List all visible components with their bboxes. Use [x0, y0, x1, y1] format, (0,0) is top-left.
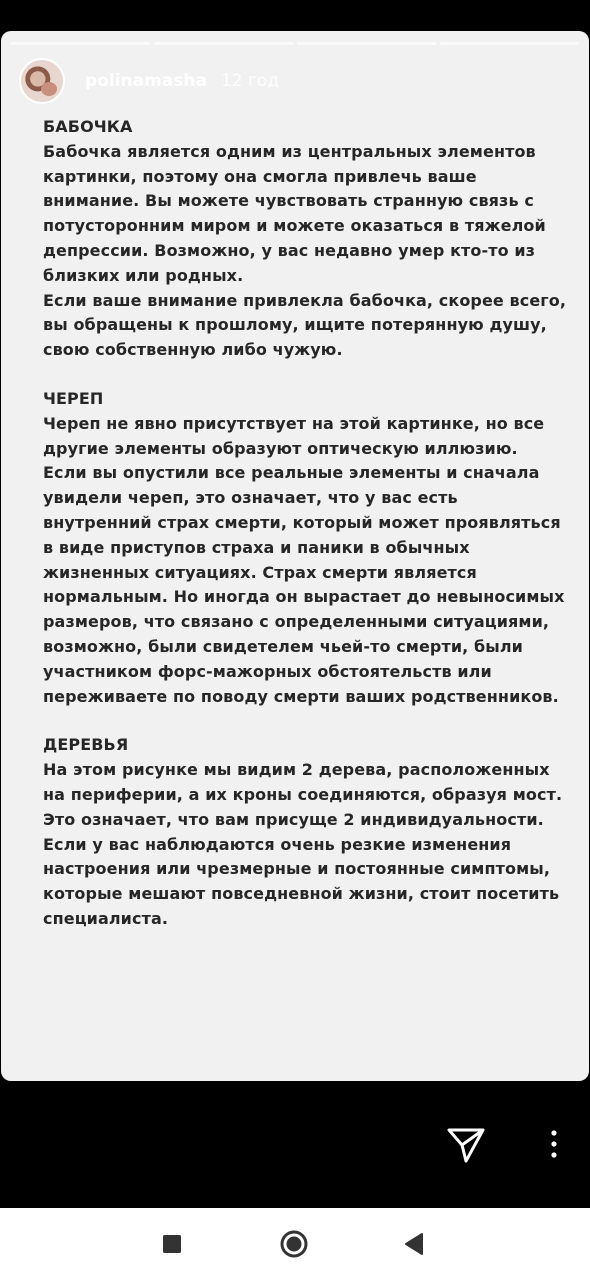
story-card[interactable]	[1, 31, 589, 1081]
section-title: ДЕРЕВЬЯ	[43, 735, 129, 755]
system-navigation-bar	[0, 1208, 590, 1280]
section-paragraph: Череп не явно присутствует на этой картинке, но все другие элементы образуют оптическую иллюзию.	[43, 413, 545, 458]
story-header	[19, 57, 279, 105]
progress-segment	[11, 42, 150, 45]
section-skull	[43, 387, 568, 709]
username[interactable]: polinamasha	[85, 71, 207, 91]
story-progress-bars	[11, 42, 579, 45]
section-paragraph: На этом рисунке мы видим 2 дерева, расположенных на периферии, а их кроны соединяются, образуя мост.	[43, 760, 563, 804]
section-paragraph: Если вы опустили все реальные элементы и сначала увидели череп, это означает, что у вас есть внутренний страх смерти, который может проявляться в виде приступов страха и паники в обычных жизненных ситуациях. Страх смерти является нормальным. Но иногда он вырастает до невыносимых размеров, что связано с определенными ситуациями, возможно, были свидетелем чьей-то смерти, были участником форс-мажорных обстоятельств или переживаете по поводу смерти ваших родственников.	[43, 463, 565, 706]
section-paragraph: Если у вас наблюдаются очень резкие изменения настроения или чрезмерные и постоянные симптомы, которые мешают повседневной жизни, стоит посетить специалиста.	[43, 834, 560, 928]
square-icon[interactable]	[156, 1228, 188, 1260]
back-triangle-icon[interactable]	[398, 1228, 430, 1260]
progress-segment	[154, 42, 293, 45]
time-ago: 12 год	[220, 71, 280, 91]
progress-segment	[297, 42, 436, 45]
section-paragraph: Бабочка является одним из центральных элементов картинки, поэтому она смогла привлечь ваше внимание. Вы можете чувствовать странную связь с потусторонним миром и можете оказаться в тяжелой депрессии. Возможно, у вас недавно умер кто-то из близких или родных.	[43, 141, 546, 285]
home-circle-icon[interactable]	[278, 1228, 310, 1260]
story-actions	[0, 1118, 590, 1168]
avatar[interactable]	[19, 58, 65, 104]
section-title: ЧЕРЕП	[43, 388, 104, 408]
section-paragraph: Если ваше внимание привлекла бабочка, скорее всего, вы обращены к прошлому, ищите потерянную душу, свою собственную либо чужую.	[43, 290, 567, 360]
section-trees	[43, 733, 568, 931]
send-icon[interactable]	[446, 1124, 486, 1164]
more-vertical-icon[interactable]	[542, 1126, 566, 1162]
section-butterfly	[43, 115, 568, 363]
section-paragraph: Это означает, что вам присуще 2 индивидуальности.	[43, 809, 544, 829]
section-title: БАБОЧКА	[43, 117, 133, 136]
story-text	[43, 115, 568, 956]
progress-segment	[440, 42, 579, 45]
